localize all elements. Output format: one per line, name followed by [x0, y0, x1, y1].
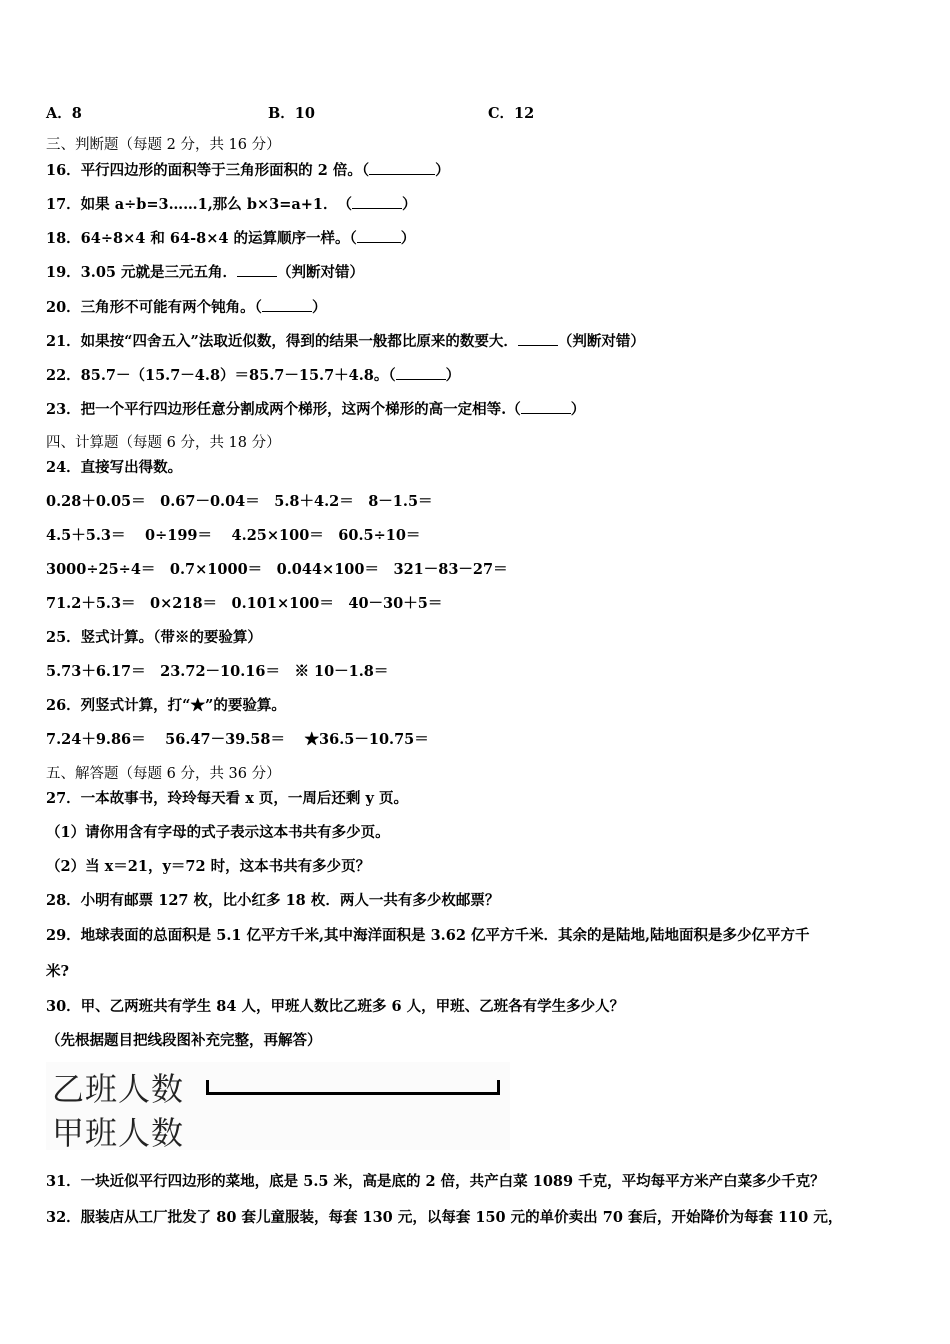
section-3-title: 三、判断题（每题 2 分，共 16 分） — [46, 137, 281, 153]
option-c: C．12 — [488, 105, 535, 122]
question-24-title: 24．直接写出得数。 — [46, 459, 183, 476]
section-5-title: 五、解答题（每题 6 分，共 36 分） — [46, 766, 281, 782]
question-28: 28．小明有邮票 127 枚，比小红多 18 枚．两人一共有多少枚邮票？ — [46, 892, 500, 909]
answer-blank[interactable] — [352, 194, 402, 209]
calc-row: 3000÷25÷4＝ 0.7×1000＝ 0.044×100＝ 321－83－27＝ — [46, 561, 508, 578]
line-segment-diagram — [46, 1062, 510, 1150]
question-32: 32．服装店从工厂批发了 80 套儿童服装，每套 130 元，以每套 150 元的单价卖出 70 套后，开始降价为每套 110 元， — [46, 1209, 843, 1226]
answer-blank[interactable] — [237, 262, 277, 277]
answer-blank[interactable] — [521, 399, 571, 414]
question-27-part-2: （2）当 x＝21，y＝72 时，这本书共有多少页？ — [46, 858, 371, 875]
option-a: A．8 — [46, 105, 82, 122]
calc-row: 7.24＋9.86＝ 56.47－39.58＝ ★36.5－10.75＝ — [46, 731, 429, 748]
calc-row: 4.5＋5.3＝ 0÷199＝ 4.25×100＝ 60.5÷10＝ — [46, 527, 421, 544]
question-19: 19．3.05 元就是三元五角． （判断对错） — [46, 264, 365, 281]
question-21: 21．如果按“四舍五入”法取近似数，得到的结果一般都比原来的数要大． （判断对错） — [46, 333, 645, 350]
question-18: 18．64÷8×4 和 64-8×4 的运算顺序一样。（ ） — [46, 230, 416, 247]
diagram-label-class-b: 乙班人数 — [52, 1070, 185, 1108]
question-30: 30．甲、乙两班共有学生 84 人，甲班人数比乙班多 6 人，甲班、乙班各有学生多少人？ — [46, 998, 625, 1015]
answer-blank[interactable] — [357, 228, 401, 243]
class-b-segment — [206, 1080, 500, 1095]
calc-row: 71.2＋5.3＝ 0×218＝ 0.101×100＝ 40－30＋5＝ — [46, 595, 443, 612]
answer-blank[interactable] — [518, 331, 558, 346]
question-22: 22．85.7－（15.7－4.8）＝85.7－15.7＋4.8。（ ） — [46, 367, 461, 384]
answer-blank[interactable] — [396, 365, 446, 380]
question-23: 23．把一个平行四边形任意分割成两个梯形，这两个梯形的高一定相等.（ ） — [46, 401, 586, 418]
question-20: 20．三角形不可能有两个钝角。（ ） — [46, 299, 327, 316]
question-27: 27．一本故事书，玲玲每天看 x 页，一周后还剩 y 页。 — [46, 790, 408, 807]
question-16: 16．平行四边形的面积等于三角形面积的 2 倍。（ ） — [46, 162, 450, 179]
question-26-title: 26．列竖式计算，打“★”的要验算。 — [46, 697, 286, 714]
option-b: B．10 — [268, 105, 315, 122]
question-29-line-2: 米? — [46, 963, 69, 980]
question-31: 31．一块近似平行四边形的菜地，底是 5.5 米，高是底的 2 倍，共产白菜 1089 千克，平均每平方米产白菜多少千克？ — [46, 1173, 825, 1190]
section-4-title: 四、计算题（每题 6 分，共 18 分） — [46, 435, 281, 451]
question-29-line-1: 29．地球表面的总面积是 5.1 亿平方千米,其中海洋面积是 3.62 亿平方千米．其余的是陆地,陆地面积是多少亿平方千 — [46, 927, 810, 944]
answer-blank[interactable] — [262, 297, 312, 312]
question-27-part-1: （1）请你用含有字母的式子表示这本书共有多少页。 — [46, 824, 390, 841]
answer-blank[interactable] — [369, 160, 435, 175]
calc-row: 0.28＋0.05＝ 0.67－0.04＝ 5.8＋4.2＝ 8－1.5＝ — [46, 493, 433, 510]
diagram-label-class-a: 甲班人数 — [52, 1114, 185, 1152]
question-25-title: 25．竖式计算。（带※的要验算） — [46, 629, 262, 646]
calc-row: 5.73＋6.17＝ 23.72－10.16＝ ※ 10－1.8＝ — [46, 663, 389, 680]
question-30-note: （先根据题目把线段图补充完整，再解答） — [46, 1032, 322, 1049]
question-17: 17．如果 a÷b=3……1,那么 b×3=a+1． （ ） — [46, 196, 417, 213]
